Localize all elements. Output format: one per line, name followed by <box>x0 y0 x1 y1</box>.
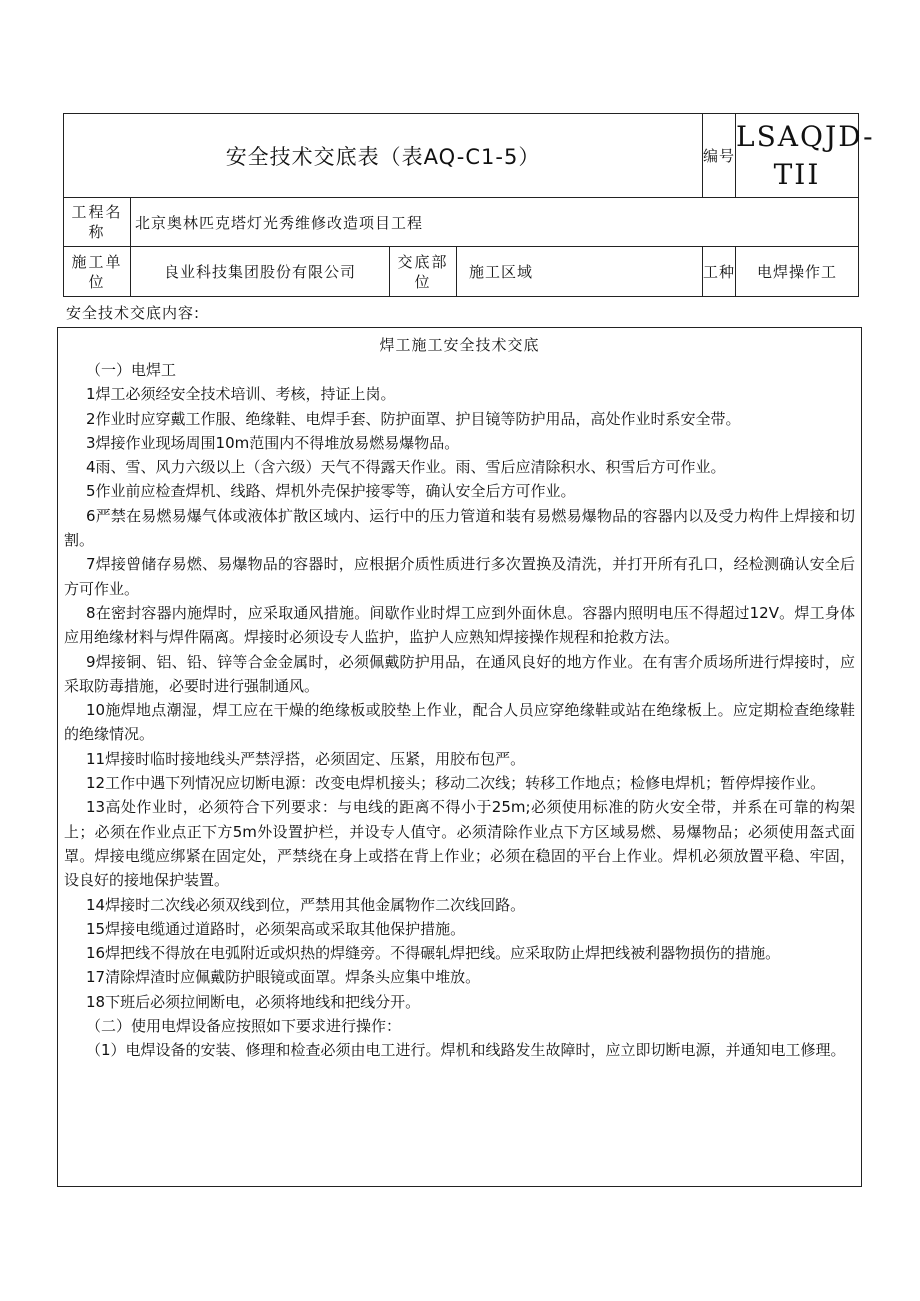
rule-paragraph: 17清除焊渣时应佩戴防护眼镜或面罩。焊条头应集中堆放。 <box>86 968 481 987</box>
disclosure-part-label: 交底部位 <box>390 247 457 297</box>
construction-unit-value: 良业科技集团股份有限公司 <box>131 247 390 297</box>
rule-paragraph: 6严禁在易燃易爆气体或液体扩散区域内、运行中的压力管道和装有易燃易爆物品的容器内以及受力构件上焊接和切割。 <box>64 506 855 550</box>
code-value: LSAQJD-TII <box>736 114 859 198</box>
disclosure-box <box>57 327 862 1187</box>
form-title: 安全技术交底表（表AQ-C1-5） <box>64 114 703 198</box>
project-name-value: 北京奥林匹克塔灯光秀维修改造项目工程 <box>131 198 859 247</box>
rule-paragraph: 14焊接时二次线必须双线到位，严禁用其他金属物作二次线回路。 <box>86 895 526 914</box>
rule-paragraph: 5作业前应检查焊机、线路、焊机外壳保护接零等，确认安全后方可作业。 <box>86 482 576 501</box>
code-label: 编号 <box>703 114 736 198</box>
rule-paragraph: 7焊接曾储存易燃、易爆物品的容器时，应根据介质性质进行多次置换及清洗，并打开所有孔口，经检测确认安全后方可作业。 <box>64 555 855 598</box>
rule-paragraph: 2作业时应穿戴工作服、绝缘鞋、电焊手套、防护面罩、护目镜等防护用品，高处作业时系安全带。 <box>86 409 741 428</box>
rule-paragraph: 9焊接铜、铝、铅、锌等合金金属时，必须佩戴防护用品，在通风良好的地方作业。在有害介质场所进行焊接时，应采取防毒措施，必要时进行强制通风。 <box>64 652 855 695</box>
rule-paragraph: 13高处作业时，必须符合下列要求：与电线的距离不得小于25m;必须使用标准的防火安全带，并系在可靠的构架上；必须在作业点正下方5m外设置护栏，并设专人值守。必须清除作业点下方区域易燃、易爆物品；必须使用盔式面罩。焊接电缆应绑紧在固定处，严禁绕在身上或搭在背上作业；必须在稳固的平台上作业。焊机必须放置平稳、牢固，设良好的接地保护装置。 <box>64 798 855 890</box>
rule-paragraph: 16焊把线不得放在电弧附近或炽热的焊缝旁。不得碾轧焊把线。应采取防止焊把线被利器物损伤的措施。 <box>86 944 781 963</box>
content-label: 安全技术交底内容: <box>66 304 201 322</box>
header-table <box>63 113 875 297</box>
rule-paragraph: 1焊工必须经安全技术培训、考核，持证上岗。 <box>86 385 396 404</box>
rule-paragraph: （1）电焊设备的安装、修理和检查必须由电工进行。焊机和线路发生故障时，应立即切断电源，并通知电工修理。 <box>86 1041 846 1060</box>
disclosure-title: 焊工施工安全技术交底 <box>379 336 540 354</box>
disclosure-body <box>64 358 855 1063</box>
section-heading: （一）电焊工 <box>86 361 177 379</box>
trade-label: 工种 <box>703 247 736 297</box>
rule-paragraph: 15焊接电缆通过道路时，必须架高或采取其他保护措施。 <box>86 919 466 938</box>
section-heading: （二）使用电焊设备应按照如下要求进行操作： <box>86 1017 402 1036</box>
rule-paragraph: 12工作中遇下列情况应切断电源：改变电焊机接头；移动二次线；转移工作地点；检修电焊机；暂停焊接作业。 <box>86 774 826 793</box>
trade-value: 电焊操作工 <box>736 247 859 297</box>
rule-paragraph: 4雨、雪、风力六级以上（含六级）天气不得露天作业。雨、雪后应清除积水、积雪后方可作业。 <box>86 458 726 477</box>
disclosure-part-value: 施工区域 <box>457 247 703 297</box>
rule-paragraph: 10施焊地点潮湿，焊工应在干燥的绝缘板或胶垫上作业，配合人员应穿绝缘鞋或站在绝缘板上。应定期检查绝缘鞋的绝缘情况。 <box>64 701 855 744</box>
rule-paragraph: 11焊接时临时接地线头严禁浮搭，必须固定、压紧，用胶布包严。 <box>86 749 526 768</box>
rule-paragraph: 18下班后必须拉闸断电，必须将地线和把线分开。 <box>86 992 421 1011</box>
rule-paragraph: 8在密封容器内施焊时，应采取通风措施。间歇作业时焊工应到外面休息。容器内照明电压不得超过12V。焊工身体应用绝缘材料与焊件隔离。焊接时必须设专人监护，监护人应熟知焊接操作规程和抢救方法。 <box>64 603 855 647</box>
rule-paragraph: 3焊接作业现场周围10m范围内不得堆放易燃易爆物品。 <box>86 433 460 452</box>
construction-unit-label: 施工单位 <box>64 247 131 297</box>
project-name-label: 工程名称 <box>64 198 131 247</box>
